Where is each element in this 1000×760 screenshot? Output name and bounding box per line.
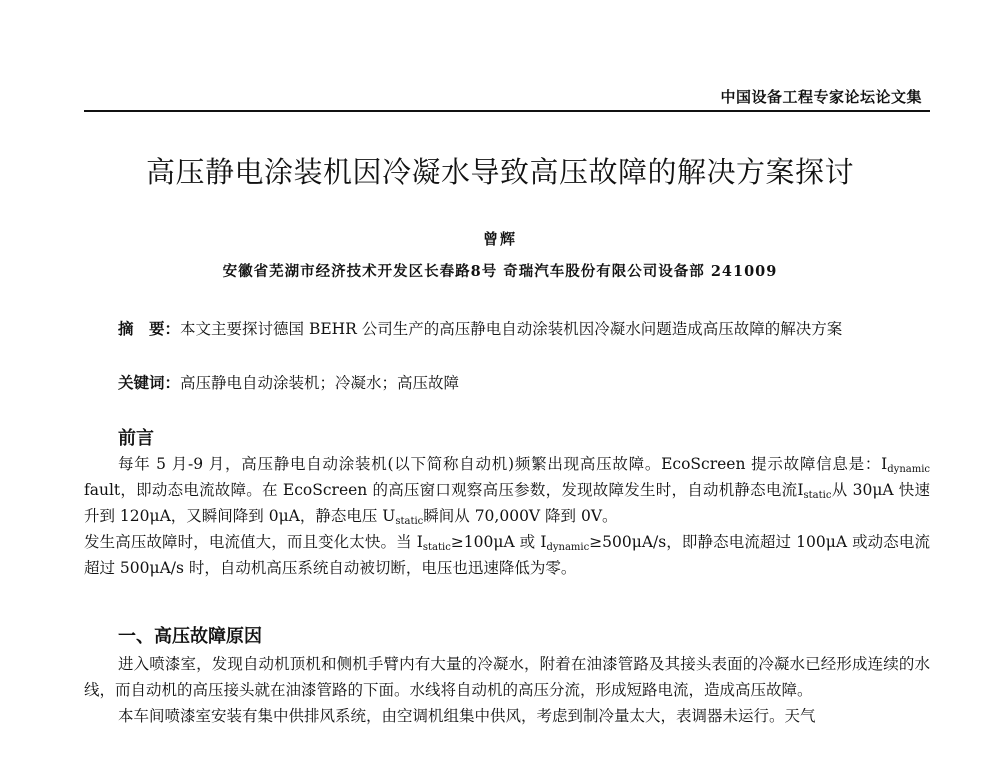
author-name: 曾辉 [482,230,517,248]
paragraph: 本车间喷漆室安装有集中供排风系统，由空调机组集中供风，考虑到制冷量太大，表调器未运行。天气 [118,707,816,725]
paper-title: 高压静电涂装机因冷凝水导致高压故障的解决方案探讨 [145,155,854,189]
preface-body [84,451,930,581]
abstract [84,316,930,342]
paragraph: 每年 5 月-9 月，高压静电自动涂装机(以下简称自动机)频繁出现高压故障。EcoScreen 提示故障信息是：$I_{dynamic}$ fault，即动态电流故障。在 EcoScreen 的高压窗口观察高压参数，发现故障发生时，自动机静态电流$I_{static}$从 30μA 快速升到 120μA，又瞬间降到 0μA，静态电压 $U_{static}$瞬间从 70,000V 降到 0V。 [84,455,930,527]
keywords-text: 高压静电自动涂装机；冷凝水；高压故障 [180,374,460,392]
header-rule [84,110,930,112]
author-affiliation: 安徽省芜湖市经济技术开发区长春路8号 奇瑞汽车股份有限公司设备部 241009 [222,263,778,280]
cause-body [84,651,930,729]
abstract-text: 本文主要探讨德国 BEHR 公司生产的高压静电自动涂装机因冷凝水问题造成高压故障的解决方案 [180,320,843,338]
paragraph: 发生高压故障时，电流值大，而且变化太快。当 $I_{static}\ge 100\mu A$ 或 $I_{dynamic}\ge 500\mu A/s$，即静态电流超过 100μA 或动态电流超过 500μA/s 时，自动机高压系统自动被切断，电压也迅速降低为零。 [84,533,930,577]
paragraph: 进入喷漆室，发现自动机顶机和侧机手臂内有大量的冷凝水，附着在油漆管路及其接头表面的冷凝水已经形成连续的水线，而自动机的高压接头就在油漆管路的下面。水线将自动机的高压分流，形成短路电流，造成高压故障。 [84,655,930,699]
section-heading-cause: 一、高压故障原因 [118,626,262,647]
keywords-label: 关键词： [118,374,181,392]
running-header: 中国设备工程专家论坛论文集 [720,88,922,106]
section-heading-preface: 前言 [118,428,154,449]
abstract-label: 摘 要： [118,320,181,338]
keywords [84,370,930,396]
